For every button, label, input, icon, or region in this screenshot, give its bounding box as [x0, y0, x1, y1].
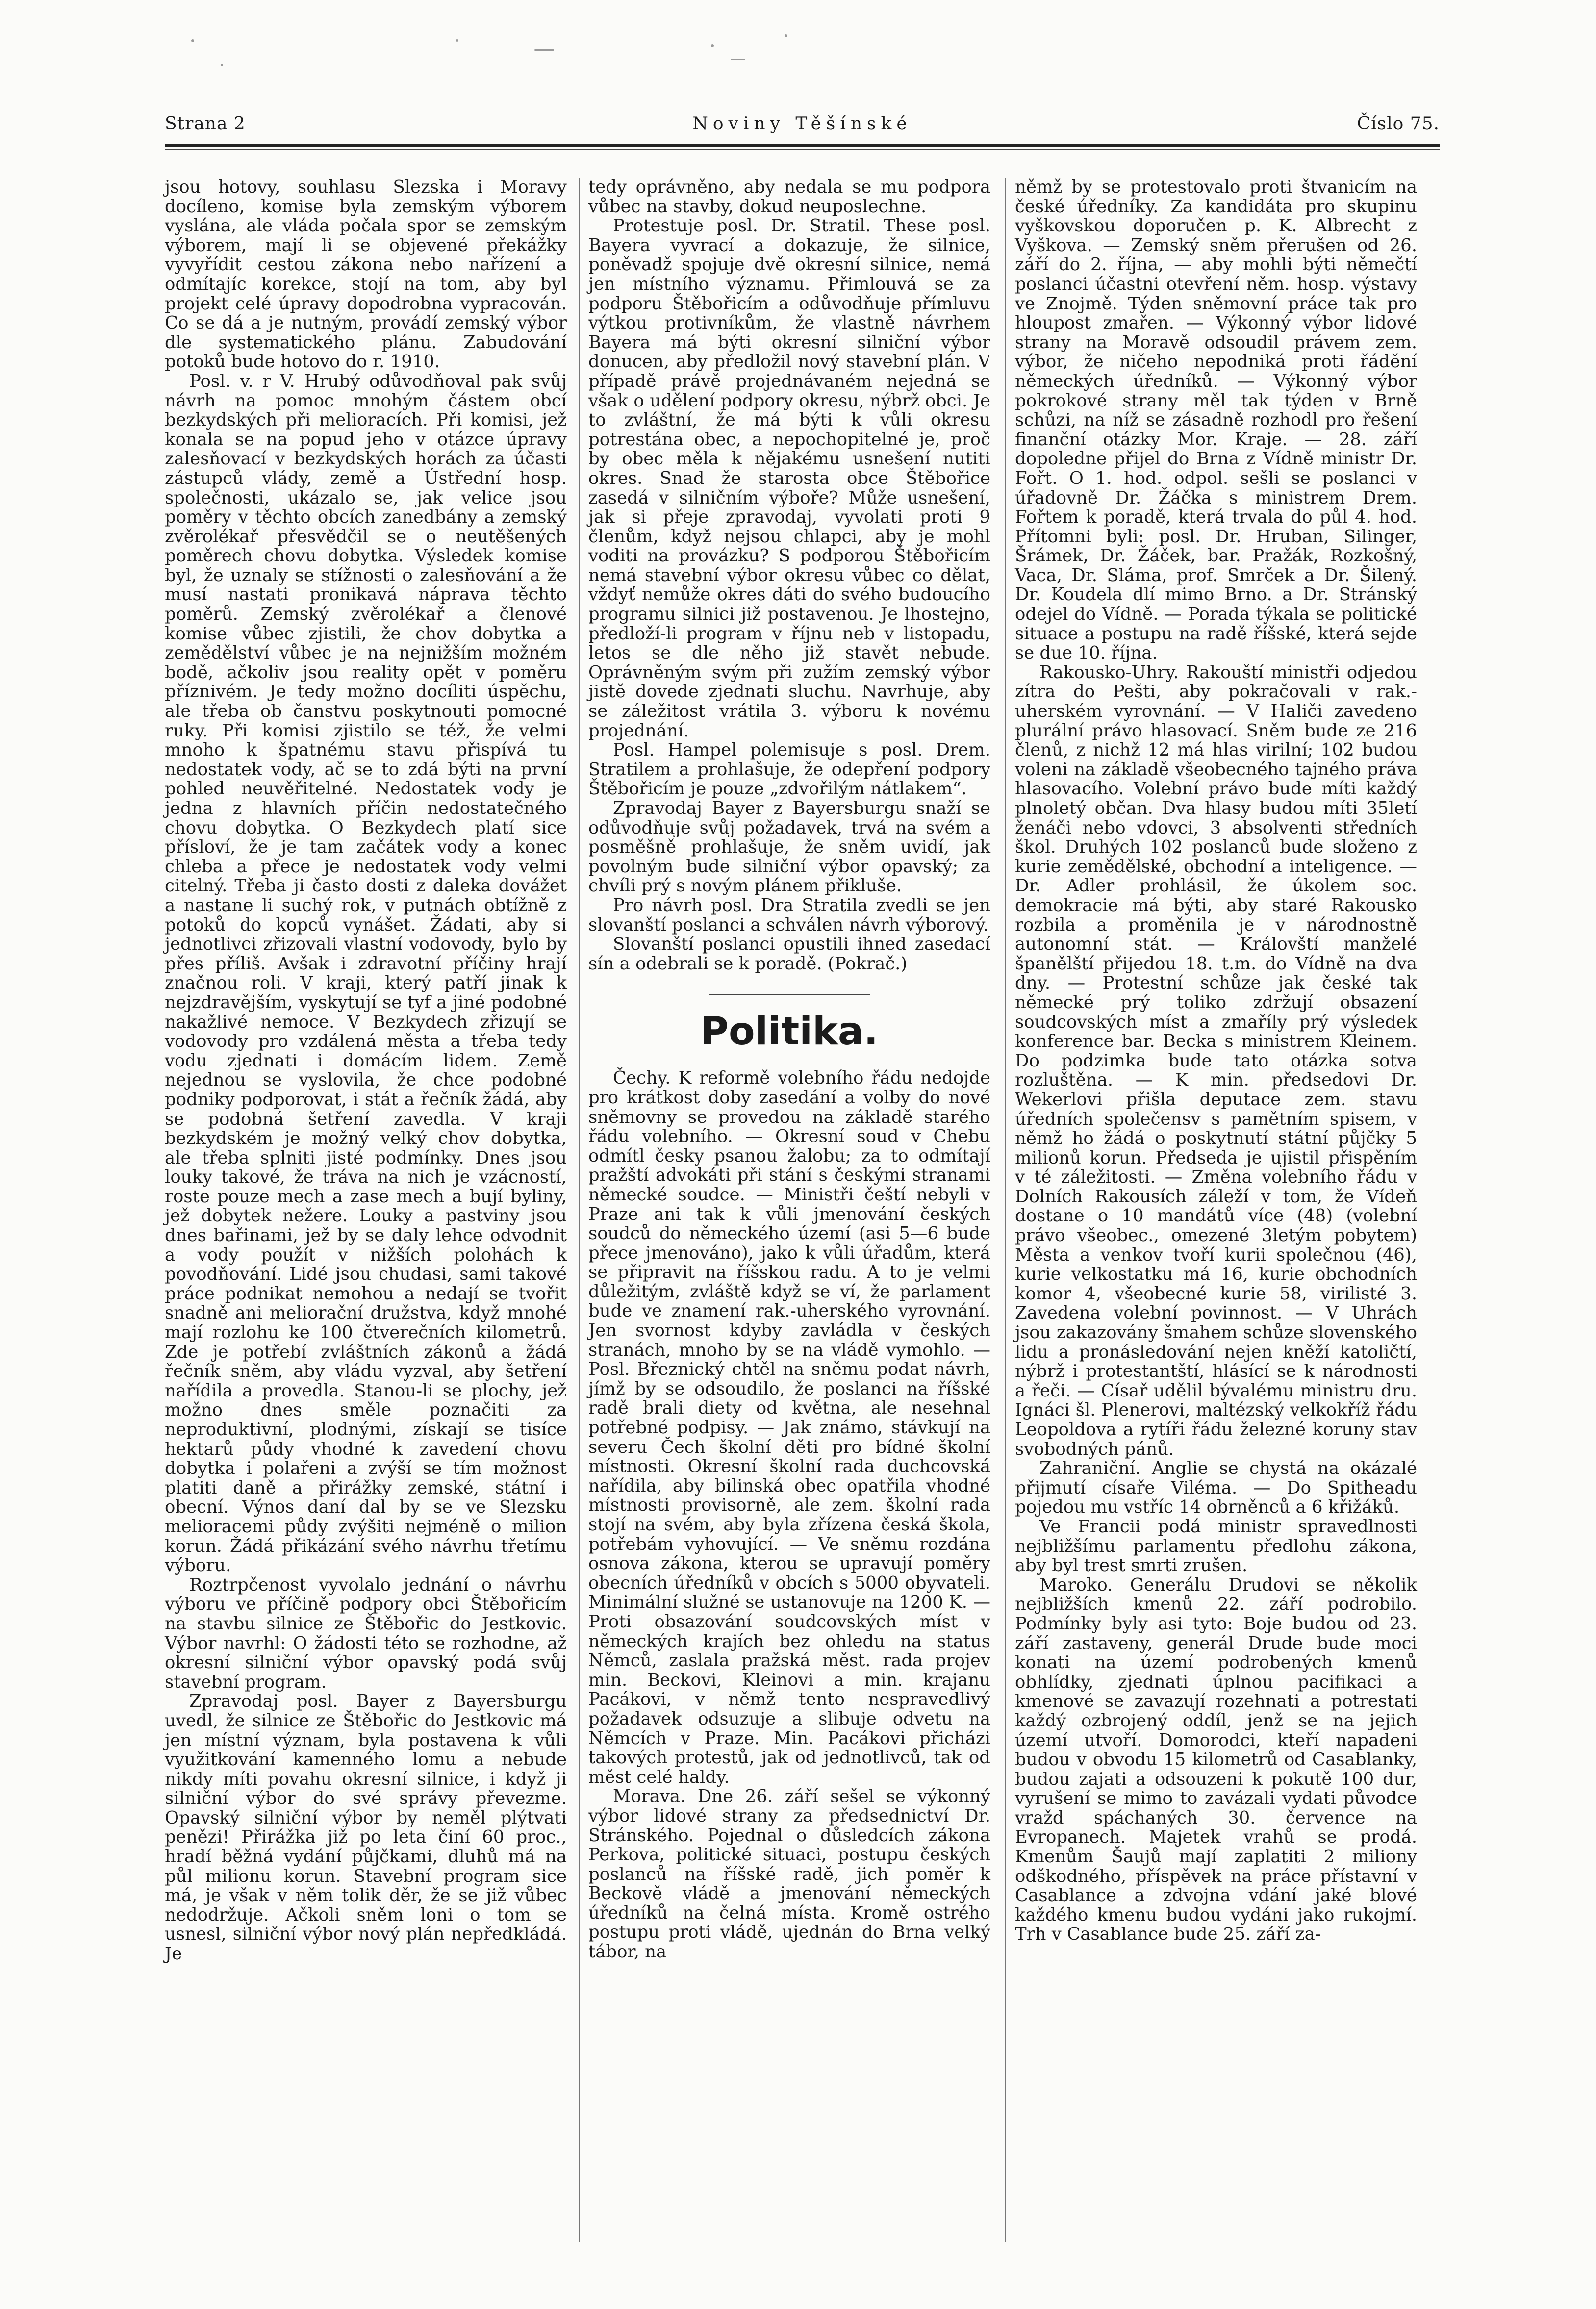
section-divider — [709, 994, 870, 995]
article-paragraph: Čechy. K reformě volebního řádu nedojde pro krátkost doby zasedání a volby do nové sněmovny se provedou na základě starého řádu volebního. — Okresní soud v Chebu odmítl česky psanou žalobu; za to odmítají pražští advokáti při stání s českými stranami německé soudce. — Ministři čeští nebyli v Praze ani tak k vůli jmenování českých soudců do německého území (asi 5—6 bude přece jmenováno), jako k vůli úřadům, která se připravit na říšskou radu. A to je velmi důležitým, zvláště když se ví, že parlament bude ve znamení rak.-uherského vyrovnání. Jen svornost kdyby zavládla v českých stranách, mnoho by se na vládě vymohlo. — Posl. Březnický chtěl na sněmu podat návrh, jímž by se odsoudilo, že poslanci na říšské radě brali diety od května, ale nesehnal potřebné podpisy. — Jak známo, stávkují na severu Čech školní děti pro bídné školní místnosti. Okresní školní rada duchcovská nařídila, aby bilinská obec opatřila vhodné místnosti provisorně, ale zem. školní rada stojí na svém, aby byla zřízena česká škola, potřebám vyhovující. — Ve sněmu rozdána osnova zákona, kterou se upravují poměry obecních úředníků v obcích s 5000 obyvateli. Minimální služné se ustanovuje na 1200 K. — Proti obsazování soudcovských míst v německých krajích bez ohledu na status Němců, zaslala pražská měst. rada projev min. Beckovi, Kleinovi a min. krajanu Pacákovi, v němž tento nespravedlivý požadavek odsuzuje a slibuje odvetu na Němcích v Praze. Min. Pacákovi přicházi takových protestů, jak od jednotlivců, tak od měst celé haldy. — [588, 1068, 990, 1787]
article-paragraph: Posl. Hampel polemisuje s posl. Drem. Stratilem a prohlašuje, že odepření podpory Štěbořicím je pouze „zdvořilým nátlakem“. — [588, 740, 990, 799]
newspaper-name: Noviny Těšínské — [692, 114, 912, 134]
column-middle — [588, 178, 990, 1962]
page-number: Strana 2 — [165, 114, 246, 134]
issue-number: Číslo 75. — [1357, 114, 1440, 134]
page-header — [165, 114, 1440, 144]
article-paragraph: němž by se protestovalo proti štvanicím na české úředníky. Za kandidáta pro skupinu vyškovskou doporučen p. K. Albrecht z Vyškova. — Zemský sněm přerušen od 26. září do 2. října, — aby mohli býti němečtí poslanci účastni otevření něm. hosp. výstavy ve Znojmě. Týden sněmovní práce tak pro hloupost zmařen. — Výkonný výbor lidové strany na Moravě odsoudil právem zem. výbor, že ničeho nepodniká proti řádění německých úředníků. — Výkonný výbor pokrokové strany měl tak týden v Brně schůzi, na níž se zásadně rozhodl pro řešení finanční otázky Mor. Kraje. — 28. září dopoledne přijel do Brna z Vídně ministr Dr. Fořt. O 1. hod. odpol. sešli se poslanci v úřadovně Dr. Žáčka s ministrem Drem. Fořtem k poradě, která trvala do půl 4. hod. Přítomni byli: posl. Dr. Hruban, Silinger, Šrámek, Dr. Žáček, bar. Pražák, Rozkošný, Vaca, Dr. Sláma, prof. Smrček a Dr. Šilený. Dr. Koudela dlí mimo Brno. a Dr. Stránský odejel do Vídně. — Porada týkala se politické situace a postupu na radě říšské, která sejde se due 10. října. — [1015, 177, 1417, 663]
header-rule — [165, 144, 1440, 147]
article-paragraph: tedy oprávněno, aby nedala se mu podpora vůbec na stavby, dokud neuposlechne. — [588, 177, 990, 217]
article-paragraph: Rakousko-Uhry. Rakouští ministři odjedou zítra do Pešti, aby pokračovali v rak.-uherském vyrovnání. — V Haliči zavedeno plurální právo hlasovací. Sněm bude ze 216 členů, z nichž 12 má hlas virilní; 102 budou voleni na základě všeobecného tajného práva hlasovacího. Volební právo bude míti každý plnoletý občan. Dva hlasy budou míti 35letí ženáči nebo vdovci, 3 absolventi středních škol. Druhých 102 poslanců bude složeno z kurie zemědělské, obchodní a inteligence. — Dr. Adler prohlásil, že úkolem soc. demokracie má býti, aby staré Rakousko rozbila a proměnila je v národnostně autonomní stát. — Královští manželé španělští přijedou 18. t.m. do Vídně na dva dny. — Protestní schůze jak české tak německé prý toliko zdržují obsazení soudcovských míst a zmaříly prý výsledek konference bar. Becka s ministrem Kleinem. Do podzimka bude tato otázka sotva rozluštěna. — K min. předsedovi Dr. Wekerlovi přišla deputace zem. stavu úředních společensv s pamětním spisem, v němž ho žádá o poskytnutí státní půjčky 5 milionů korun. Předseda je ujistil přispěním v té záležitosti. — Změna volebního řádu v Dolních Rakousích záleží v tom, že Vídeň dostane o 10 mandátů více (48) (volební právo všeobec., omezené 3letým pobytem) Města a venkov tvoří kurii společnou (46), kurie velkostatku má 16, kurie obchodních komor 4, všeobecné kurie 58, virilisté 3. Zavedena volební povinnost. — V Uhrách jsou zakazovány šmahem schůze slovenského lidu a pronásledování nejen kněží katoličtí, nýbrž i protestantští, hlásící se k národnosti a řeči. — Císař udělil bývalému ministru dru. Ignáci šl. Plenerovi, maltézský velkokříž řádu Leopoldova a rytíři řádu železné koruny stav svobodných pánů. — [1015, 662, 1417, 1459]
column-divider — [579, 178, 580, 2242]
article-paragraph: Slovanští poslanci opustili ihned zasedací sín a odebrali se k poradě. (Pokrač.) — [588, 934, 990, 974]
article-paragraph: Ve Francii podá ministr spravedlnosti nejbližšímu parlamentu předlohu zákona, aby byl trest smrti zrušen. — [1015, 1516, 1417, 1576]
article-paragraph: Zahraniční. Anglie se chystá na okázalé přijmutí císaře Viléma. — Do Spitheadu pojedou mu vstříc 14 obrněnců a 6 křižáků. — [1015, 1458, 1417, 1518]
section-title: Politika. — [700, 1010, 879, 1054]
article-paragraph: Posl. v. r V. Hrubý odůvodňoval pak svůj návrh na pomoc mnohým částem obcí bezkydských při melioracích. Při komisi, jež konala se na popud jeho v otázce úpravy zalesňovací v bezkydských horách za účasti zástupců vlády, země a Ústřední hosp. společnosti, ukázalo se, jak velice jsou poměry v těchto obcích zanedbány a zemský zvěrolékař přesvědčil se o neutěšených poměrech chovu dobytka. Výsledek komise byl, že uznaly se stížnosti o zalesňování a že musí nastati pronikavá náprava těchto poměrů. Zemský zvěrolékař a členové komise vůbec zjistili, že chov dobytka a zemědělství vůbec je na nejnižším možném bodě, ačkoliv jsou reality opět v poměru příznivém. Je tedy možno docíliti úspěchu, ale třeba ob čanstvu poskytnouti pomocné ruky. Při komisi zjistilo se též, že velmi mnoho k špatnému stavu přispívá tu nedostatek vody, ač se to zdá býti na první pohled neuvěřitelné. Nedostatek vody je jedna z hlavních příčin nedostatečného chovu dobytka. O Bezkydech platí sice přísloví, že je tam začátek vody a konec chleba a přece je nedostatek vody velmi citelný. Třeba ji často dosti z daleka dovážet a nastane li suchý rok, v putnách obtížně z potoků do kopců vynášet. Žádati, aby si jednotlivci zřizovali vlastní vodovody, bylo by přes příliš. Avšak i zdravotní příčiny hrají značnou roli. V kraji, který patří jinak k nejzdravějším, vyskytují se tyf a jiné podobné nakažlivé nemoce. V Bezkydech zřizují se vodovody pro vzdálená města a třeba tedy vodu zjednati i domácím lidem. Země nejednou se vyslovila, že chce podobné podniky podporovat, i stát a řečník žádá, aby se podobná šetření zavedla. V kraji bezkydském je možný velký chov dobytka, ale třeba splniti jisté podmínky. Dnes jsou louky takové, že tráva na nich je vzácností, roste pouze mech a zase mech a bují byliny, jež dobytek nežere. Louky a pastviny jsou dnes bařinami, jež by se daly lehce odvodnit a vody použít v nižších polohách k povodňování. Lidé jsou chudasi, sami takové práce podnikat nemohou a nedají se tvořit snadně ani meliorační družstva, když mnohé mají rozlohu ke 100 čtverečních kilometrů. Zde je potřebí zvláštních zákonů a žádá řečník sněm, aby vládu vyzval, aby šetření nařídila a provedla. Stanou-li se plochy, jež možno dnes směle poznačiti za neproduktivní, plodnými, získají se tisíce hektarů půdy vhodné k zavedení chovu dobytka i polařeni a zvýší se tím možnost platiti daně a přirážky zemské, státní i obecní. Výnos daní dal by se ve Slezsku melioracemi půdy zvýšiti nejméně o milion korun. Žádá přikázání svého návrhu třetímu výboru. — [165, 371, 567, 1576]
article-paragraph: Maroko. Generálu Drudovi se několik nejbližších kmenů 22. září podrobilo. Podmínky byly asi tyto: Boje budou od 23. září zastaveny, generál Drude bude moci konati na území podrobených kmenů obhlídky, zjednati úplnou pacifikaci a kmenové se zavazují rozehnati a potrestati každý ozbrojený oddíl, jenž se na jejich území utvoří. Domorodci, kteří napadeni budou v obvodu 15 kilometrů od Casablanky, budou zajati a odsouzeni k pokutě 100 dur, vyrušení se mimo to zavázali vydati původce vražd spáchaných 30. července na Evropanech. Majetek vrahů se prodá. Kmenům Šaujů mají zaplatiti 2 miliony odškodného, příspěvek na práce přístavní v Casablance a zdvojna vdání jaké blové každého kmenu budou vydáni jako rukojmí. Trh v Casablance bude 25. září za- — [1015, 1574, 1417, 1945]
header-rule-thin — [165, 149, 1440, 150]
article-paragraph: Protestuje posl. Dr. Stratil. These posl. Bayera vyvrací a dokazuje, že silnice, poněvadž spojuje dvě okresní silnice, nemá jen místního významu. Přimlouvá se za podporu Štěbořicím a odůvodňuje přímluvu výtkou protivníkům, že vlastně návrhem Bayera má býti okresní silniční výbor donucen, aby předložil nový stavební plán. V případě právě projednávaném nejedná se však o udělení podpory okresu, nýbrž obci. Je to zvláštní, že má býti k vůli okresu potrestána obec, a nepochopitelné je, proč by obec měla k nějakému usnešení nutiti okres. Snad že starosta obce Štěbořice zasedá v silničním výboře? Může usnešení, jak si přeje zpravodaj, vyvolati proti 9 členům, když nejsou chlapci, aby je mohl voditi na provázku? S podporou Štěbořicím nemá stavební výbor okresu vůbec co dělat, vždyť nemůže okres dáti do svého budoucího programu silnici již postavenou. Je lhostejno, předloží-li program v říjnu neb v listopadu, letos se dle něho již stavět nebude. Oprávněným svým při zužím zemský výbor jistě dovede zjednati sluchu. Navrhuje, aby se záležitost vrátila 3. výboru k novému projednání. — [588, 216, 990, 741]
article-paragraph: Roztrpčenost vyvolalo jednání o návrhu výboru ve příčině podpory obci Štěbořicím na stavbu silnice ze Štěbořic do Jestkovic. Výbor navrhl: O žádosti této se rozhodne, až okresní silniční výbor opavský podá svůj stavební program. — [165, 1574, 567, 1692]
article-paragraph: jsou hotovy, souhlasu Slezska i Moravy docíleno, komise byla zemským výborem vyslána, ale vláda počala spor se zemským výborem, mají li se objevené překážky vyvyřídit cestou zákona nebo nařízení a odmítajíc korekce, stojí na tom, aby byl projekt celé úpravy dopodrobna vypracován. Co se dá a je nutným, provádí zemský výbor dle systematického plánu. Zabudování potoků bude hotovo do r. 1910. — [165, 177, 567, 372]
column-divider — [1005, 178, 1006, 2242]
article-paragraph: Morava. Dne 26. září sešel se výkonný výbor lidové strany za předsednictví Dr. Stránského. Pojednal o důsledcích zákona Perkova, politické situaci, postupu českých poslanců na říšské radě, jich poměr k Beckově vládě a jmenování německých úředníků na čelná místa. Kromě ostrého postupu proti vládě, ujednán do Brna velký tábor, na — [588, 1786, 990, 1962]
column-right — [1015, 178, 1417, 1944]
article-paragraph: Pro návrh posl. Dra Stratila zvedli se jen slovanští poslanci a schválen návrh výborový. — [588, 895, 990, 935]
print-specks — [162, 20, 995, 88]
article-paragraph: Zpravodaj Bayer z Bayersburgu snaží se odůvodňuje svůj požadavek, trvá na svém a posměšně prohlašuje, že sněm uvidí, jak povolným bude silniční výbor opavský; za chvíli prý s novým plánem přikluše. — [588, 798, 990, 896]
column-left — [165, 178, 567, 1964]
article-paragraph: Zpravodaj posl. Bayer z Bayersburgu uvedl, že silnice ze Štěbořic do Jestkovic má jen místní význam, byla postavena k vůli využitkování kamenného lomu a nebude nikdy míti povahu okresní silnice, i když ji silniční výbor do své správy převezme. Opavský silniční výbor by neměl plýtvati penězi! Přirážka již po leta činí 60 proc., hradí běžná vydání půjčkami, dluhů má na půl milionu korun. Stavební program sice má, je však v něm tolik děr, že se již vůbec nedodržuje. Ačkoli sněm loni o tom se usnesl, silniční výbor nový plán nepředkládá. Je — [165, 1691, 567, 1964]
